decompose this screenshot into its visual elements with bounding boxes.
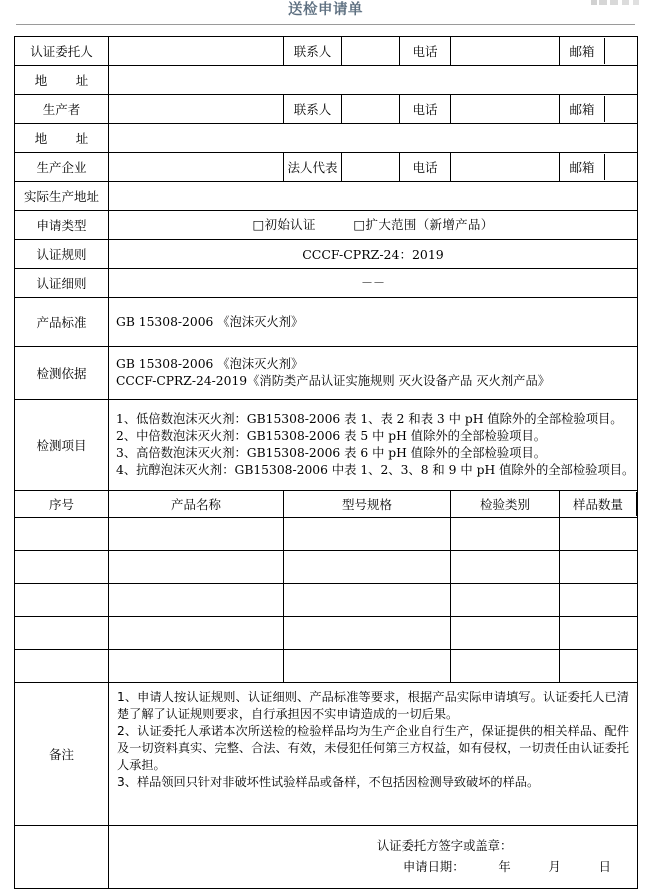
test-basis-line-2: CCCF-CPRZ-24-2019《消防类产品认证实施规则 灭火设备产品 灭火剂产品》	[116, 374, 551, 388]
cell-qty-date[interactable]	[560, 650, 638, 683]
cell-serial[interactable]	[15, 650, 109, 683]
field-manufacturer-name[interactable]	[109, 153, 284, 182]
field-producer-email[interactable]	[605, 96, 638, 122]
test-item-line-2: 2、中倍数泡沫灭火剂：GB15308-2006 表 5 中 pH 值除外的全部检验项目。	[116, 429, 547, 443]
field-client-name[interactable]	[109, 37, 284, 66]
page-title: 送检申请单	[288, 2, 363, 18]
field-actual-address[interactable]	[109, 182, 638, 211]
label-certification-detail: 认证细则	[15, 269, 109, 298]
field-client-email[interactable]	[605, 38, 638, 64]
field-manufacturer-email-wrap	[560, 153, 638, 182]
label-product-standard: 产品标准	[15, 298, 109, 347]
row-producer	[15, 95, 638, 124]
year-unit[interactable]: 年	[498, 860, 511, 874]
header-product-name: 产品名称	[109, 491, 284, 518]
row-producer-address	[15, 124, 638, 153]
label-certification-rule: 认证规则	[15, 240, 109, 269]
signature-label-spacer	[15, 826, 109, 889]
row-product-standard	[15, 298, 638, 347]
cell-model-spec[interactable]	[284, 650, 451, 683]
remark-line-2: 2、认证委托人承诺本次所送检的检验样品均为生产企业自行生产，保证提供的相关样品、配件及一切资料真实、完整、合法、有效，未侵犯任何第三方权益，如有侵权，一切责任由认证委托人承担。	[117, 724, 629, 772]
cell-qty-date[interactable]	[560, 584, 638, 617]
row-actual-address	[15, 182, 638, 211]
header-sample-qty: 样品数量	[560, 492, 637, 516]
signature-block	[109, 826, 638, 889]
label-producer: 生产者	[15, 95, 109, 124]
table-row	[15, 617, 638, 650]
label-client-address: 地 址	[15, 66, 109, 95]
cell-serial[interactable]	[15, 617, 109, 650]
field-legal-rep[interactable]	[342, 153, 400, 182]
cell-serial[interactable]	[15, 551, 109, 584]
label-client-phone: 电话	[400, 37, 451, 66]
remark-line-1: 1、申请人按认证规则、认证细则、产品标准等要求，根据产品实际申请填写。认证委托人已清楚了解了认证规则要求，自行承担因不实申请造成的一切后果。	[117, 690, 629, 721]
row-manufacturer	[15, 153, 638, 182]
label-legal-rep: 法人代表	[284, 153, 342, 182]
cell-test-category[interactable]	[451, 650, 560, 683]
field-client-phone[interactable]	[451, 37, 560, 66]
field-producer-contact[interactable]	[342, 95, 400, 124]
date-label: 申请日期：	[403, 860, 465, 874]
cell-model-spec[interactable]	[284, 551, 451, 584]
month-unit[interactable]: 月	[548, 860, 561, 874]
row-test-basis	[15, 347, 638, 400]
field-manufacturer-email[interactable]	[605, 154, 638, 180]
cell-test-category[interactable]	[451, 551, 560, 584]
cell-product-name[interactable]	[109, 617, 284, 650]
row-signature	[15, 826, 638, 889]
cell-serial[interactable]	[15, 518, 109, 551]
day-unit[interactable]: 日	[598, 860, 611, 874]
cell-test-category[interactable]	[451, 617, 560, 650]
label-producer-address: 地 址	[15, 124, 109, 153]
field-producer-address[interactable]	[109, 124, 638, 153]
header-qty-date-wrap	[560, 491, 638, 518]
label-application-type: 申请类型	[15, 211, 109, 240]
remark-line-3: 3、样品领回只针对非破坏性试验样品或备样，不包括因检测导致破坏的样品。	[117, 775, 540, 789]
label-producer-email: 邮箱	[560, 96, 605, 122]
header-test-category: 检验类别	[451, 491, 560, 518]
remarks-body	[109, 683, 638, 826]
row-remarks	[15, 683, 638, 826]
table-row	[15, 584, 638, 617]
label-producer-contact: 联系人	[284, 95, 342, 124]
cell-product-name[interactable]	[109, 650, 284, 683]
label-actual-address: 实际生产地址	[15, 182, 109, 211]
application-form-table	[14, 36, 638, 889]
value-test-basis	[109, 347, 638, 400]
label-client: 认证委托人	[15, 37, 109, 66]
application-type-options	[109, 211, 638, 240]
cell-test-category[interactable]	[451, 518, 560, 551]
cell-qty-date[interactable]	[560, 617, 638, 650]
test-item-line-3: 3、高倍数泡沫灭火剂：GB15308-2006 表 6 中 pH 值除外的全部检验项目。	[116, 446, 547, 460]
checkbox-initial-certification[interactable]: □初始认证	[252, 217, 316, 232]
header-model-spec: 型号规格	[284, 491, 451, 518]
test-basis-line-1: GB 15308-2006 《泡沫灭火剂》	[116, 357, 304, 371]
cell-qty-date[interactable]	[560, 551, 638, 584]
sample-table-header-row	[15, 491, 638, 518]
cell-test-category[interactable]	[451, 584, 560, 617]
table-row	[15, 518, 638, 551]
cell-model-spec[interactable]	[284, 617, 451, 650]
signature-lines	[109, 836, 637, 878]
field-producer-name[interactable]	[109, 95, 284, 124]
test-item-line-4: 4、抗醇泡沫灭火剂：GB15308-2006 中表 1、2、3、8 和 9 中 pH 值除外的全部检验项目。	[116, 463, 635, 477]
label-manufacturer: 生产企业	[15, 153, 109, 182]
checkbox-expand-scope[interactable]: □扩大范围（新增产品）	[353, 217, 494, 232]
label-test-basis: 检测依据	[15, 347, 109, 400]
cell-product-name[interactable]	[109, 584, 284, 617]
test-item-line-1: 1、低倍数泡沫灭火剂：GB15308-2006 表 1、表 2 和表 3 中 pH 值除外的全部检验项目。	[116, 412, 623, 426]
label-producer-phone: 电话	[400, 95, 451, 124]
cell-qty-date[interactable]	[560, 518, 638, 551]
field-producer-email-wrap	[560, 95, 638, 124]
label-manufacturer-phone: 电话	[400, 153, 451, 182]
value-test-items	[109, 400, 638, 491]
cell-model-spec[interactable]	[284, 584, 451, 617]
signature-line[interactable]: 认证委托方签字或盖章：	[377, 839, 513, 853]
application-date-line	[377, 857, 637, 878]
cell-serial[interactable]	[15, 584, 109, 617]
row-client-address	[15, 66, 638, 95]
title-divider	[16, 24, 635, 25]
field-client-email-wrap	[560, 37, 638, 66]
label-client-email: 邮箱	[560, 38, 605, 64]
value-certification-detail: －－	[109, 269, 638, 298]
row-test-items	[15, 400, 638, 491]
row-certification-detail	[15, 269, 638, 298]
row-client	[15, 37, 638, 66]
field-producer-phone[interactable]	[451, 95, 560, 124]
cell-product-name[interactable]	[109, 518, 284, 551]
value-certification-rule: CCCF-CPRZ-24：2019	[109, 240, 638, 269]
table-row	[15, 551, 638, 584]
label-client-contact: 联系人	[284, 37, 342, 66]
value-product-standard: GB 15308-2006 《泡沫灭火剂》	[109, 298, 638, 347]
header-serial: 序号	[15, 491, 109, 518]
label-manufacturer-email: 邮箱	[560, 154, 605, 180]
label-remarks: 备注	[15, 683, 109, 826]
field-client-contact[interactable]	[342, 37, 400, 66]
field-client-address[interactable]	[109, 66, 638, 95]
cell-model-spec[interactable]	[284, 518, 451, 551]
table-row	[15, 650, 638, 683]
cell-product-name[interactable]	[109, 551, 284, 584]
label-test-items: 检测项目	[15, 400, 109, 491]
row-certification-rule	[15, 240, 638, 269]
row-application-type	[15, 211, 638, 240]
field-manufacturer-phone[interactable]	[451, 153, 560, 182]
